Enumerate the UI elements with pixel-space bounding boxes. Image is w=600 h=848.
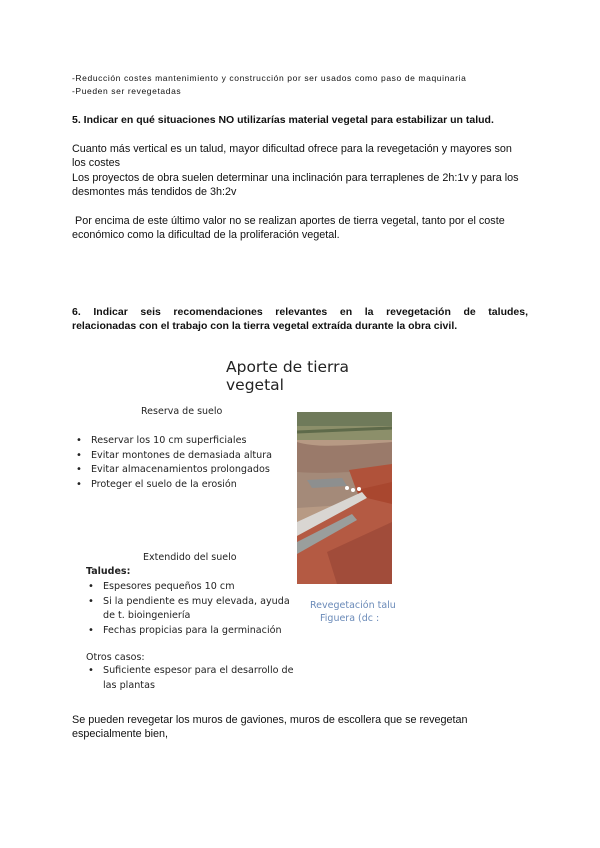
question-6-heading-line1: 6. Indicar seis recomendaciones relevantes en la revegetación de taludes, bbox=[72, 306, 528, 318]
q5-para2-line1: Los proyectos de obra suelen determinar una inclinación para terraplenes de 2h:1v y para los bbox=[72, 172, 519, 184]
otros-casos-title: Otros casos: bbox=[86, 652, 145, 663]
list-item-continuation: de t. bioingeniería bbox=[103, 610, 191, 621]
q5-para2-line2: desmontes más tendidos de 3h:2v bbox=[72, 186, 237, 198]
q5-para3-line1: Por encima de este último valor no se realizan aportes de tierra vegetal, tanto por el coste bbox=[72, 215, 505, 227]
q5-para1-line1: Cuanto más vertical es un talud, mayor dificultad ofrece para la revegetación y mayores son bbox=[72, 143, 512, 155]
list-item: • Evitar almacenamientos prolongados bbox=[74, 463, 272, 478]
list-item-continuation: las plantas bbox=[103, 679, 155, 691]
slope-photo bbox=[297, 412, 392, 584]
slide-title: Aporte de tierra vegetal bbox=[226, 358, 350, 394]
closing-line2: especialmente bien, bbox=[72, 728, 169, 740]
list-item: • Suficiente espesor para el desarrollo de bbox=[86, 664, 294, 679]
question-6-heading-line2: relacionadas con el trabajo con la tierra vegetal extraída durante la obra civil. bbox=[72, 320, 458, 332]
reserva-title: Reserva de suelo bbox=[141, 406, 223, 417]
reserva-list bbox=[74, 434, 272, 492]
photo-caption-line1: Revegetación talu bbox=[310, 600, 396, 611]
extendido-list bbox=[86, 580, 290, 638]
list-item: • Espesores pequeños 10 cm bbox=[86, 580, 290, 595]
intro-line-1: -Reducción costes mantenimiento y construcción por ser usados como paso de maquinaria bbox=[72, 73, 467, 83]
q5-para3-line2: económico como la dificultad de la proliferación vegetal. bbox=[72, 229, 340, 241]
q5-para1-line2: los costes bbox=[72, 157, 121, 169]
list-item: • Fechas propicias para la germinación bbox=[86, 624, 290, 639]
list-item: • Proteger el suelo de la erosión bbox=[74, 478, 272, 493]
list-item: • Si la pendiente es muy elevada, ayuda bbox=[86, 595, 290, 610]
otros-list bbox=[86, 664, 294, 693]
intro-line-2: -Pueden ser revegetadas bbox=[72, 86, 182, 96]
photo-caption-line2: Figuera (dc : bbox=[320, 613, 380, 624]
taludes-subtitle: Taludes: bbox=[86, 566, 131, 577]
question-5-heading: 5. Indicar en qué situaciones NO utilizarías material vegetal para estabilizar un talud. bbox=[72, 114, 494, 126]
extendido-title: Extendido del suelo bbox=[143, 552, 237, 563]
slide-figure bbox=[72, 350, 402, 710]
list-item: • Reservar los 10 cm superficiales bbox=[74, 434, 272, 449]
list-item: • Evitar montones de demasiada altura bbox=[74, 449, 272, 464]
closing-line1: Se pueden revegetar los muros de gaviones, muros de escollera que se revegetan bbox=[72, 714, 468, 726]
